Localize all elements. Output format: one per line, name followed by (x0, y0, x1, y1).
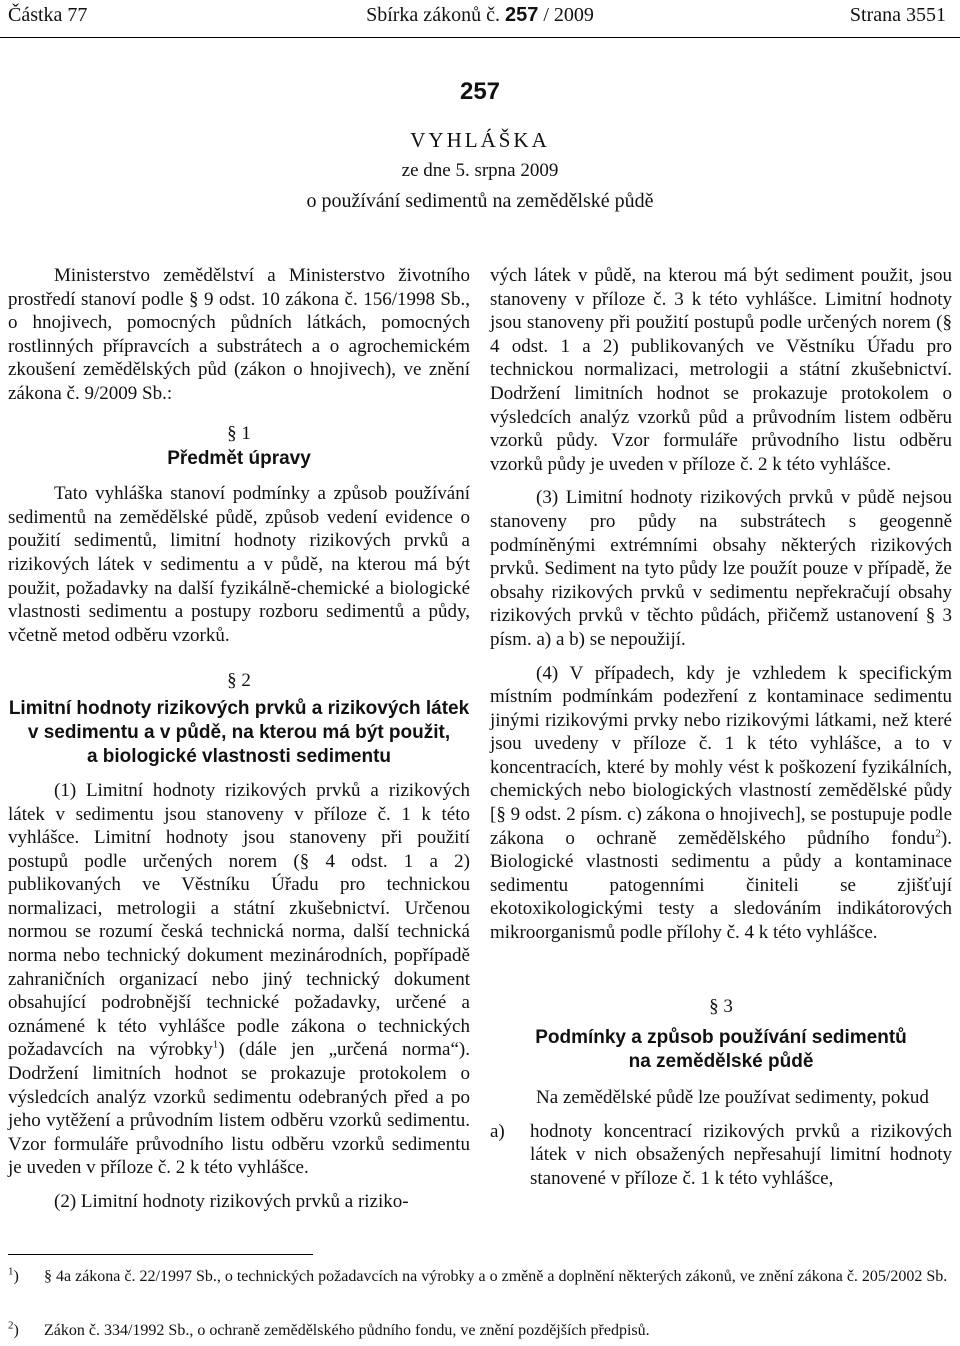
footnote-ref-1[interactable]: 1 (212, 1039, 219, 1052)
document-type: VYHLÁŠKA (410, 128, 550, 152)
section-2-title-line-3: a biologické vlastnosti sedimentu (86, 745, 392, 767)
preamble: Ministerstvo zemědělství a Ministerstvo životního prostředí stanoví podle § 9 odst. 10 zákona č. 156/1998 Sb., o hnojivech, pomocných půdních látkách, pomocných rostlinných přípravcích a substrátech a o agrochemickém zkoušení zemědělských půd (zákon o hnojivech), ve znění zákona č. 9/2009 Sb.: (8, 265, 470, 404)
footnote-ref-2[interactable]: 2 (935, 827, 941, 840)
item-a-text: hodnoty koncentrací rizikových prvků a rizikových látek v nich obsažených nepřesahují limitní hodnoty stanovené v příloze č. 1 k této vyhlášce, (530, 1120, 952, 1189)
section-2-paragraph-1: (1) Limitní hodnoty rizikových prvků a rizikových látek v sedimentu jsou stanoveny v příloze č. 1 k této vyhlášce. Limitní hodnoty jsou stanoveny při použití postupů podle určených norem (§ 4 odst. 1 a 2) publikovaných ve Věstníku Úřadu pro technickou normalizaci, metrologii a státní zkušebnictví. Určenou normou se rozumí česká technická norma, další technická norma nebo technický dokument mezinárodních, popřípadě zahraničních organizací nebo jiný technický dokument obsahující podrobnější technické požadavky, určené a oznámené k této vyhlášce podle zákona o technických požadavcích na výrobky$^1$) (dále jen „určená norma“). Dodržení limitních hodnot se prokazuje protokolem o výsledcích analýz vzorků sedimentu odebraných před a po jeho vytěžení a průvodním listem odběru vzorků sedimentu. Vzor formuláře průvodního listu odběru vzorků sedimentu je uveden v příloze č. 2 k této vyhlášce. (8, 779, 470, 1179)
item-a-label: a) (490, 1120, 505, 1142)
document-subject: o používání sedimentů na zemědělské půdě (306, 190, 654, 212)
left-column (8, 264, 470, 1214)
collection-title: Sbírka zákonů č. 257 / 2009 (366, 4, 594, 26)
page-number: Strana 3551 (849, 4, 946, 26)
collection-number: 257 (504, 4, 539, 26)
section-2-paragraph-3: (3) Limitní hodnoty rizikových prvků v půdě nejsou stanoveny pro půdy na substrátech s geogenně podmíněnými extrémními obsahy některých rizikových prvků. Sediment na tyto půdy lze použít pouze v případě, že obsahy rizikových prvků v sedimentu nepřekračují obsahy rizikových prvků v těchto půdách, přičemž ustanovení § 3 písm. a) a b) se nepoužijí. (490, 487, 952, 650)
section-1-number: § 1 (227, 422, 251, 444)
section-2-paragraph-2-continued: vých látek v půdě, na kterou má být sediment použit, jsou stanoveny v příloze č. 3 k této vyhlášce. Limitní hodnoty jsou stanoveny při použití postupů podle určených norem (§ 4 odst. 1 a 2) publikovaných ve Věstníku Úřadu pro technickou normalizaci, metrologii a státní zkušebnictví. Dodržení limitních hodnot se prokazuje protokolem o výsledcích analýz vzorků půd a průvodním listem odběru vzorků půdy. Vzor formuláře průvodního listu odběru vzorků půdy je uveden v příloze č. 2 k této vyhlášce. (490, 265, 952, 475)
header-rule (0, 37, 960, 38)
section-3-title-line-1: Podmínky a způsob používání sedimentů (535, 1027, 907, 1049)
right-column (490, 264, 952, 1191)
section-2-paragraph-4: (4) V případech, kdy je vzhledem k specifickým místním podmínkám podezření z kontaminace sedimentu jinými rizikovými prvky nebo rizikovými látkami, než které jsou uvedeny v příloze č. 1 k této vyhlášce, a to v koncentracích, které by mohly vést k poškození fyzikálních, chemických nebo biologických vlastností zemědělské půdy [§ 9 odst. 2 písm. c) zákona o hnojivech], se postupuje podle zákona o ochraně zemědělského půdního fondu$^2$). Biologické vlastnosti sedimentu a půdy a kontaminace sedimentu patogenními činiteli se zjišťují ekotoxikologickými testy a sledováním indikátorových mikroorganismů podle přílohy č. 4 k této vyhlášce. (490, 662, 952, 944)
part-number: Částka 77 (8, 4, 88, 26)
footnote-2-mark: 2 (8, 1319, 14, 1332)
section-1-text: Tato vyhláška stanoví podmínky a způsob používání sedimentů na zemědělské půdě, způsob vedení evidence o použití sedimentů, limitní hodnoty rizikových prvků a rizikových látek v sedimentu a v půdě, na kterou má být použit, požadavky na další fyzikálně-chemické a biologické vlastnosti sedimentu a postupy rozboru sedimentů a půdy, včetně metod odběru vzorků. (8, 483, 470, 646)
section-2-title-line-2: v sedimentu a v půdě, na kterou má být použit, (27, 721, 451, 743)
document-number: 257 (459, 78, 501, 105)
section-3-title-line-2: na zemědělské půdě (628, 1051, 814, 1073)
section-3-item-a (490, 1120, 952, 1191)
section-1-title: Předmět úpravy (167, 448, 311, 470)
section-2-number: § 2 (227, 670, 251, 692)
section-3-number: § 3 (709, 995, 733, 1017)
section-2-title-line-1: Limitní hodnoty rizikových prvků a rizikových látek (8, 697, 470, 719)
footnote-2: $^2$) Zákon č. 334/1992 Sb., o ochraně zemědělského půdního fondu, ve znění pozdějších předpisů. (8, 1320, 952, 1341)
footnote-1-text: § 4a zákona č. 22/1997 Sb., o technických požadavcích na výrobky a o změně a doplnění některých zákonů, ve znění zákona č. 205/2002 Sb. (44, 1268, 948, 1285)
footnote-2-text: Zákon č. 334/1992 Sb., o ochraně zemědělského půdního fondu, ve znění pozdějších předpisů. (44, 1322, 650, 1339)
section-3-intro: Na zemědělské půdě lze používat sedimenty, pokud (536, 1087, 929, 1109)
running-header (0, 4, 960, 34)
section-2-paragraph-2-start: (2) Limitní hodnoty rizikových prvků a riziko- (54, 1191, 409, 1212)
document-date: ze dne 5. srpna 2009 (401, 160, 559, 181)
footnote-1: $^1$) § 4a zákona č. 22/1997 Sb., o technických požadavcích na výrobky a o změně a doplnění některých zákonů, ve znění zákona č. 205/2002 Sb. (8, 1266, 952, 1287)
footnote-rule (8, 1254, 313, 1255)
footnote-1-mark: 1 (8, 1265, 14, 1278)
